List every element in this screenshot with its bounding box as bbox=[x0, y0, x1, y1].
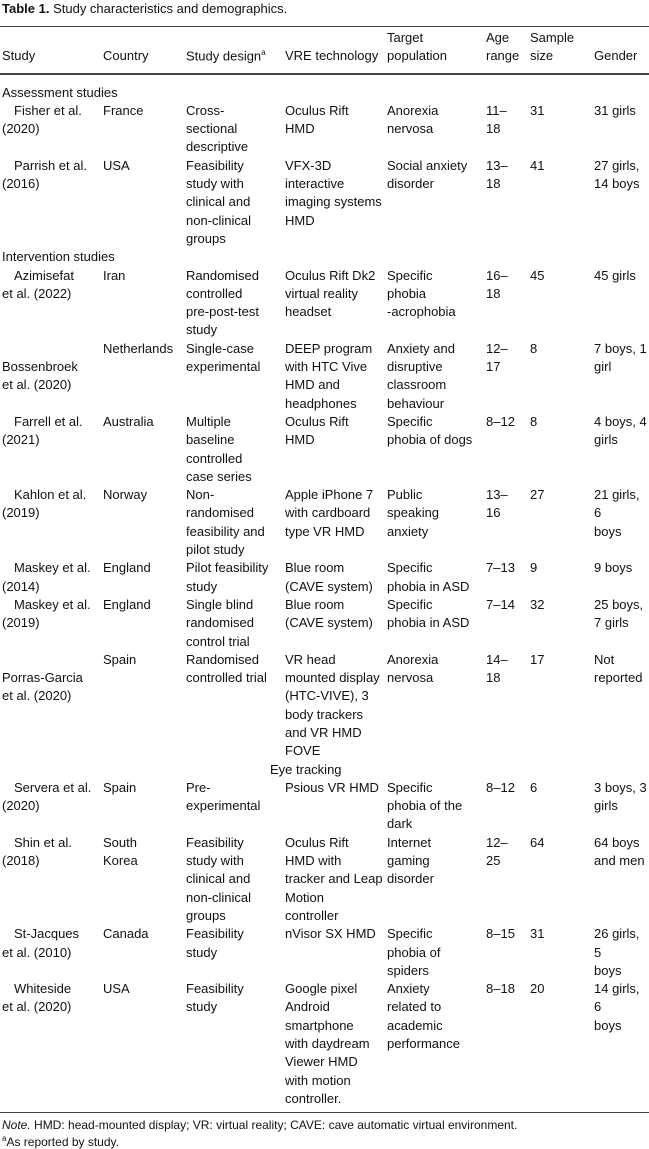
column-header-label: Age range bbox=[486, 30, 520, 64]
cell-country: South Korea bbox=[103, 834, 138, 869]
cell-study: Fisher et al. (2020) bbox=[2, 102, 82, 137]
cell-age: 7–14 bbox=[486, 596, 515, 612]
cell-gender: 26 girls, 5 boys bbox=[594, 926, 640, 978]
cell-gender: 7 boys, 1 girl bbox=[594, 340, 647, 375]
cell-gender: Not reported bbox=[594, 651, 643, 686]
cell-study: Kahlon et al. (2019) bbox=[2, 487, 87, 521]
cell-design: Non- randomised feasibility and pilot study bbox=[186, 487, 265, 558]
cell-age: 8–12 bbox=[486, 779, 515, 795]
cell-gender: 21 girls, 6 boys bbox=[594, 487, 640, 539]
section-row bbox=[0, 76, 649, 102]
cell-sample: 8 bbox=[530, 340, 538, 356]
cell-gender: 45 girls bbox=[594, 267, 636, 283]
cell-sample: 31 bbox=[530, 102, 545, 118]
table-row bbox=[0, 596, 649, 651]
cell-target: Anxiety and disruptive classroom behaviour bbox=[387, 340, 455, 411]
cell-study: Porras-Garcia et al. (2020) bbox=[2, 670, 83, 704]
cell-design: Feasibility study with clinical and non-clinical groups bbox=[186, 157, 252, 246]
cell-country: France bbox=[103, 102, 144, 118]
cell-target: Social anxiety disorder bbox=[387, 157, 468, 192]
cell-study: Farrell et al. (2021) bbox=[2, 413, 83, 448]
cell-country: Spain bbox=[103, 779, 137, 795]
cell-tech: VR head mounted display (HTC-VIVE), 3 body trackers and VR HMD FOVE bbox=[285, 651, 380, 759]
cell-target: Specific phobia in ASD bbox=[387, 560, 470, 594]
cell-study: Servera et al. (2020) bbox=[2, 779, 92, 814]
cell-study: Shin et al. (2018) bbox=[2, 834, 72, 869]
note-text: HMD: head-mounted display; VR: virtual reality; CAVE: cave automatic virtual environment. bbox=[30, 1118, 518, 1133]
cell-age: 7–13 bbox=[486, 560, 515, 576]
section-row bbox=[0, 248, 649, 266]
header-row bbox=[0, 29, 649, 76]
cell-age: 8–15 bbox=[486, 926, 515, 942]
cell-country: Netherlands bbox=[103, 340, 174, 356]
cell-country: USA bbox=[103, 981, 130, 997]
cell-target: Anorexia nervosa bbox=[387, 651, 439, 686]
cell-design: Cross- sectional descriptive bbox=[186, 102, 249, 155]
cell-tech: nVisor SX HMD bbox=[285, 926, 376, 942]
cell-gender: 25 boys, 7 girls bbox=[594, 596, 644, 631]
table-row bbox=[0, 834, 649, 925]
note-label: Note. bbox=[2, 1118, 31, 1133]
cell-tech: Apple iPhone 7 with cardboard type VR HMD bbox=[285, 487, 374, 539]
column-header-label: Target population bbox=[387, 30, 447, 64]
cell-target: Anxiety related to academic performance bbox=[387, 981, 460, 1052]
cell-tech: Oculus Rift HMD bbox=[285, 102, 349, 137]
cell-design: Randomised controlled trial bbox=[186, 651, 267, 686]
cell-study: Maskey et al. (2014) bbox=[2, 560, 91, 594]
column-header bbox=[0, 29, 101, 76]
top-rule bbox=[0, 26, 649, 27]
cell-sample: 31 bbox=[530, 926, 545, 942]
table-caption bbox=[2, 1, 287, 16]
cell-sample: 41 bbox=[530, 157, 545, 173]
cell-country: Iran bbox=[103, 267, 126, 283]
cell-country: England bbox=[103, 596, 151, 612]
table-row bbox=[0, 559, 649, 596]
cell-target: Internet gaming disorder bbox=[387, 834, 434, 887]
cell-design: Randomised controlled pre-post-test study bbox=[186, 267, 259, 338]
cell-country: USA bbox=[103, 157, 130, 173]
column-header-label: Study design bbox=[186, 48, 262, 64]
cell-sample: 6 bbox=[530, 779, 538, 795]
cell-gender: 9 boys bbox=[594, 560, 633, 576]
cell-gender: 64 boys and men bbox=[594, 834, 645, 869]
cell-sample: 9 bbox=[530, 560, 538, 576]
table-row bbox=[0, 267, 649, 340]
cell-tech-extra: Eye tracking bbox=[270, 761, 342, 777]
cell-tech: Blue room (CAVE system) bbox=[285, 596, 373, 631]
cell-design: Feasibility study bbox=[186, 981, 244, 1015]
cell-age: 8–12 bbox=[486, 413, 515, 429]
cell-study: Parrish et al. (2016) bbox=[2, 157, 87, 192]
column-header bbox=[385, 29, 484, 76]
table-row bbox=[0, 486, 649, 559]
section-title: Intervention studies bbox=[2, 249, 115, 265]
cell-age: 16– 18 bbox=[486, 267, 508, 301]
cell-tech: Blue room (CAVE system) bbox=[285, 560, 373, 594]
cell-target: Specific phobia -acrophobia bbox=[387, 267, 456, 320]
cell-study: Azimisefat et al. (2022) bbox=[2, 267, 74, 301]
cell-study: Maskey et al. (2019) bbox=[2, 596, 91, 631]
cell-age: 13– 16 bbox=[486, 487, 508, 521]
column-header bbox=[283, 29, 385, 76]
table-row bbox=[0, 102, 649, 157]
cell-design: Feasibility study bbox=[186, 926, 244, 960]
column-header-label: Country bbox=[103, 48, 149, 64]
cell-design: Pre- experimental bbox=[186, 779, 261, 814]
cell-study: Whiteside et al. (2020) bbox=[2, 981, 72, 1015]
column-header-label: Sample size bbox=[530, 30, 575, 64]
cell-study: Bossenbroek et al. (2020) bbox=[2, 359, 78, 393]
cell-tech: VFX-3D interactive imaging systems HMD bbox=[285, 157, 382, 228]
bottom-rule bbox=[0, 1112, 649, 1113]
cell-gender: 27 girls, 14 boys bbox=[594, 157, 640, 192]
cell-sample: 17 bbox=[530, 651, 545, 667]
column-header bbox=[101, 29, 184, 76]
footnote-text: As reported by study. bbox=[6, 1135, 119, 1149]
cell-target: Specific phobia of the dark bbox=[387, 779, 463, 832]
cell-age: 12– 25 bbox=[486, 834, 508, 869]
caption-text: Study characteristics and demographics. bbox=[53, 1, 288, 16]
column-header-label: VRE technology bbox=[285, 48, 379, 64]
cell-tech: DEEP program with HTC Vive HMD and headphones bbox=[285, 340, 373, 411]
cell-country: Canada bbox=[103, 926, 149, 942]
cell-tech: Psious VR HMD bbox=[285, 779, 379, 795]
cell-age: 14– 18 bbox=[486, 651, 508, 686]
column-header-label: Gender bbox=[594, 48, 638, 64]
cell-sample: 32 bbox=[530, 596, 545, 612]
cell-sample: 8 bbox=[530, 413, 538, 429]
cell-gender: 3 boys, 3 girls bbox=[594, 779, 647, 814]
cell-tech: Oculus Rift HMD with tracker and Leap Motion controller bbox=[285, 834, 383, 923]
section-title: Assessment studies bbox=[2, 84, 118, 100]
column-header bbox=[184, 29, 283, 76]
cell-age: 12– 17 bbox=[486, 340, 508, 375]
cell-target: Public speaking anxiety bbox=[387, 487, 440, 539]
cell-design: Multiple baseline controlled case series bbox=[186, 413, 252, 484]
caption-label: Table 1. bbox=[2, 1, 50, 16]
cell-gender: 4 boys, 4 girls bbox=[594, 413, 647, 448]
cell-design: Feasibility study with clinical and non-clinical groups bbox=[186, 834, 252, 923]
cell-sample: 64 bbox=[530, 834, 545, 850]
cell-age: 8–18 bbox=[486, 981, 515, 997]
table-row bbox=[0, 779, 649, 834]
table-row bbox=[0, 340, 649, 413]
cell-design: Single blind randomised control trial bbox=[186, 596, 254, 649]
column-header-label: Study bbox=[2, 48, 36, 64]
cell-country: Australia bbox=[103, 413, 154, 429]
cell-target: Specific phobia of dogs bbox=[387, 413, 473, 448]
table-row bbox=[0, 925, 649, 980]
cell-design: Single-case experimental bbox=[186, 340, 261, 375]
column-header bbox=[528, 29, 592, 76]
cell-sample: 27 bbox=[530, 487, 545, 503]
footnote-mark: a bbox=[261, 47, 266, 57]
cell-country: Norway bbox=[103, 487, 148, 503]
table-row-continuation bbox=[0, 761, 649, 779]
table-row bbox=[0, 413, 649, 486]
cell-age: 13– 18 bbox=[486, 157, 508, 192]
table-note bbox=[2, 1118, 517, 1132]
study-table bbox=[0, 29, 649, 1108]
table-footnote bbox=[2, 1134, 119, 1149]
cell-tech: Oculus Rift HMD bbox=[285, 413, 349, 448]
footnote-mark: a bbox=[2, 1134, 7, 1144]
cell-gender: 14 girls, 6 boys bbox=[594, 981, 640, 1033]
table-row bbox=[0, 651, 649, 761]
table-row bbox=[0, 157, 649, 248]
column-header bbox=[484, 29, 528, 76]
column-header bbox=[592, 29, 649, 76]
cell-country: England bbox=[103, 560, 151, 576]
cell-tech: Google pixel Android smartphone with daydream Viewer HMD with motion controller. bbox=[285, 981, 370, 1106]
cell-study: St-Jacques et al. (2010) bbox=[2, 926, 80, 960]
cell-target: Specific phobia of spiders bbox=[387, 926, 441, 978]
cell-sample: 20 bbox=[530, 981, 545, 997]
cell-design: Pilot feasibility study bbox=[186, 560, 269, 594]
cell-country: Spain bbox=[103, 651, 137, 667]
cell-target: Anorexia nervosa bbox=[387, 102, 439, 137]
cell-gender: 31 girls bbox=[594, 102, 636, 118]
table-row bbox=[0, 980, 649, 1108]
cell-age: 11– 18 bbox=[486, 102, 507, 137]
cell-sample: 45 bbox=[530, 267, 545, 283]
cell-target: Specific phobia in ASD bbox=[387, 596, 470, 631]
cell-tech: Oculus Rift Dk2 virtual reality headset bbox=[285, 267, 376, 320]
